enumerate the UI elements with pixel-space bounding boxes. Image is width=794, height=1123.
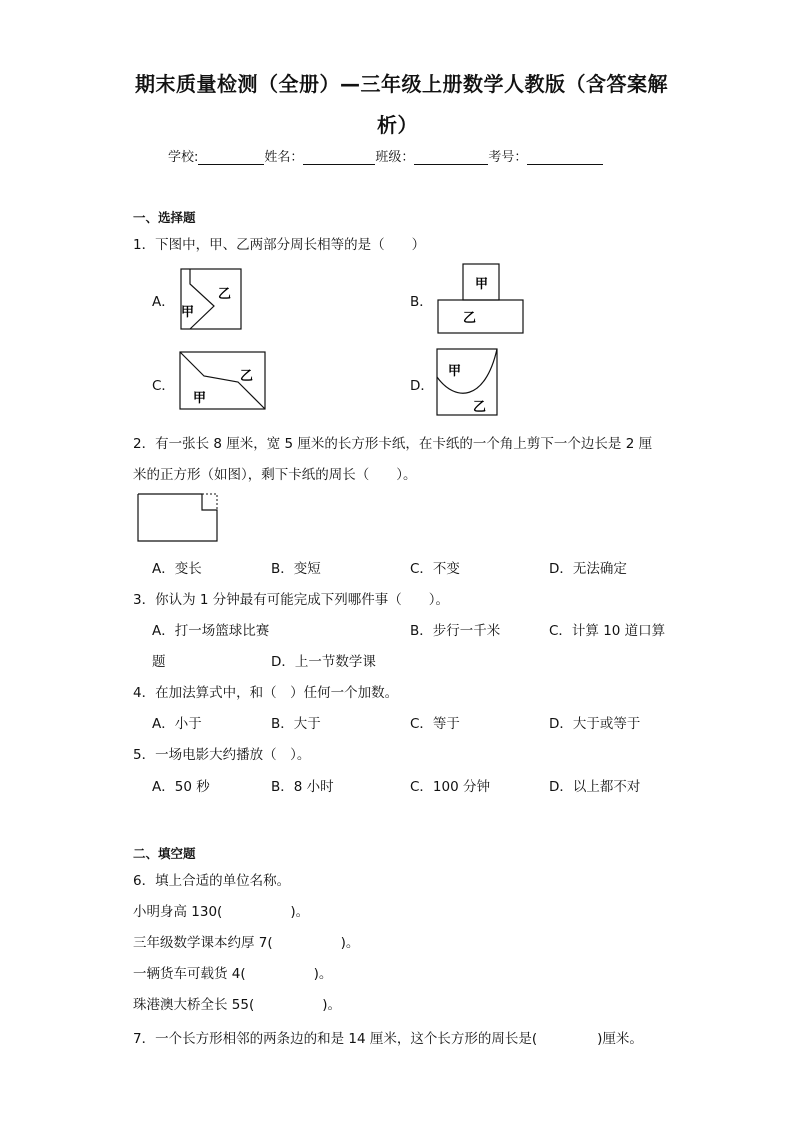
q1-figure-c: [178, 350, 268, 412]
q6-item-3: 一辆货车可载货 4( )。: [133, 966, 333, 982]
q4-option-a: A．小于: [152, 716, 202, 732]
page-title-line1: 期末质量检测（全册）—三年级上册数学人教版（含答案解: [135, 72, 668, 96]
q4-option-c: C．等于: [410, 716, 460, 732]
question-6: 6．填上合适的单位名称。: [133, 873, 291, 889]
number-blank[interactable]: [527, 150, 603, 165]
q6-item-4: 珠港澳大桥全长 55( )。: [133, 997, 342, 1013]
q1b-label-jia: 甲: [475, 277, 489, 292]
q5-option-c: C．100 分钟: [410, 779, 490, 795]
name-label: 姓名：: [264, 150, 304, 165]
class-label: 班级：: [375, 150, 415, 165]
class-blank[interactable]: [414, 150, 488, 165]
q4-option-b: B．大于: [271, 716, 321, 732]
q3-option-a: A．打一场篮球比赛: [152, 623, 270, 639]
section-heading-choice: 一、选择题: [133, 210, 196, 225]
student-info-line: [168, 146, 603, 165]
page-title-line2: 析）: [377, 113, 418, 137]
q3-option-b: B．步行一千米: [410, 623, 501, 639]
q1-option-c-label: C．: [152, 378, 175, 394]
q6-item-2: 三年级数学课本约厚 7( )。: [133, 935, 360, 951]
q3-option-c: C．计算 10 道口算: [549, 623, 666, 639]
q1-figure-a: [178, 266, 244, 332]
q1c-label-jia: 甲: [193, 391, 207, 406]
q2-figure: [136, 492, 222, 544]
name-blank[interactable]: [303, 150, 375, 165]
school-label: 学校:: [168, 150, 199, 165]
q1-option-d-label: D．: [410, 378, 434, 394]
q1b-label-yi: 乙: [463, 311, 477, 326]
q1d-label-yi: 乙: [473, 400, 487, 415]
question-5: 5．一场电影大约播放（ ）。: [133, 747, 311, 763]
q5-option-a: A．50 秒: [152, 779, 210, 795]
q6-item-1: 小明身高 130( )。: [133, 904, 310, 920]
question-2-line1: 2．有一张长 8 厘米，宽 5 厘米的长方形卡纸，在卡纸的一个角上剪下一个边长是 2 厘: [133, 436, 653, 452]
question-1: 1．下图中，甲、乙两部分周长相等的是（ ）: [133, 237, 426, 253]
q2-option-a: A．变长: [152, 561, 202, 577]
q1-figure-b: [436, 262, 526, 336]
q5-option-d: D．以上都不对: [549, 779, 641, 795]
q1-option-b-label: B．: [410, 294, 433, 310]
school-blank[interactable]: [198, 150, 264, 165]
q1a-label-jia: 甲: [181, 305, 195, 320]
q1c-label-yi: 乙: [240, 369, 254, 384]
question-3: 3．你认为 1 分钟最有可能完成下列哪件事（ ）。: [133, 592, 450, 608]
q2-option-d: D．无法确定: [549, 561, 627, 577]
question-4: 4．在加法算式中，和（ ）任何一个加数。: [133, 685, 399, 701]
q1-figure-d: [435, 347, 499, 417]
q1d-label-jia: 甲: [448, 364, 462, 379]
question-7: 7．一个长方形相邻的两条边的和是 14 厘米，这个长方形的周长是( )厘米。: [133, 1031, 643, 1047]
q4-option-d: D．大于或等于: [549, 716, 641, 732]
q3-option-c-wrap: 题: [152, 654, 166, 670]
q3-option-d: D．上一节数学课: [271, 654, 376, 670]
q2-option-b: B．变短: [271, 561, 321, 577]
q1-option-a-label: A．: [152, 294, 175, 310]
section-heading-fill: 二、填空题: [133, 846, 196, 861]
q5-option-b: B．8 小时: [271, 779, 334, 795]
number-label: 考号：: [488, 150, 528, 165]
q2-option-c: C．不变: [410, 561, 460, 577]
q1a-label-yi: 乙: [218, 287, 232, 302]
question-2-line2: 米的正方形（如图），剩下卡纸的周长（ ）。: [133, 467, 417, 483]
